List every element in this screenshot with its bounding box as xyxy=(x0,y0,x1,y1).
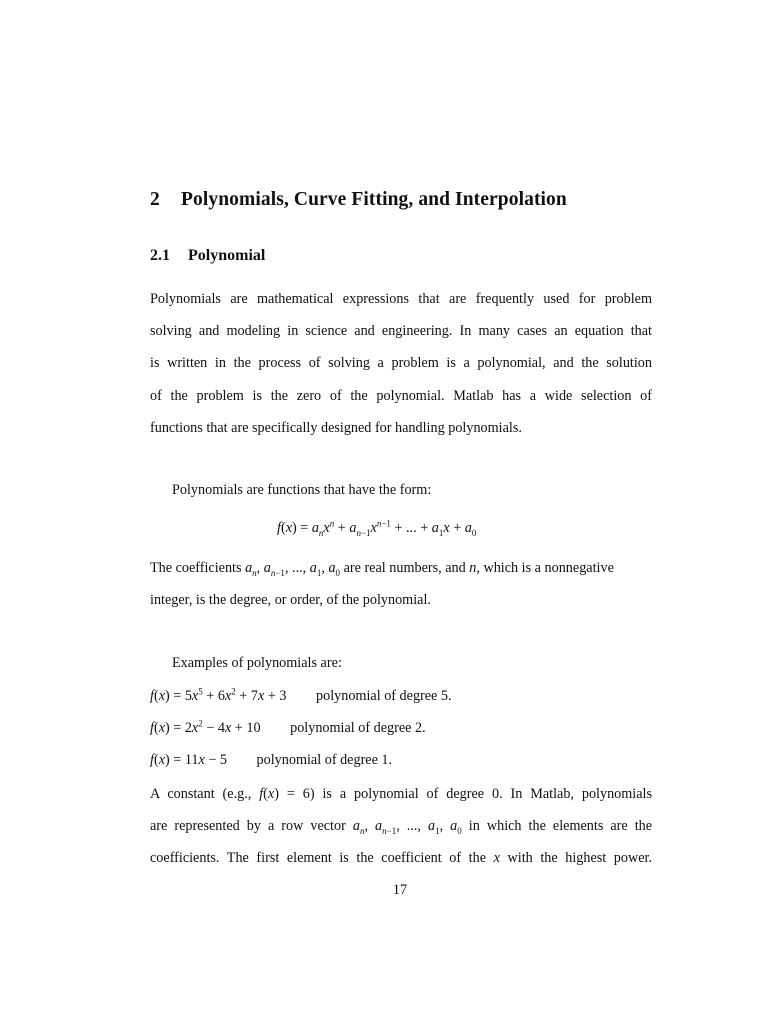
examples-intro: Examples of polynomials are: xyxy=(172,655,342,671)
constant-line-2: are represented by a row vector $a_n$, $a_{n-1}$, ..., $a_1$, $a_0$ in which the elements are the xyxy=(150,818,652,837)
example-2-label: polynomial of degree 2. xyxy=(290,720,426,736)
coefficients-line-2: integer, is the degree, or order, of the polynomial. xyxy=(150,592,431,608)
constant-paragraph xyxy=(150,778,652,875)
form-intro: Polynomials are functions that have the form: xyxy=(172,482,432,498)
constant-line-3: coefficients. The first element is the coefficient of the x with the highest power. xyxy=(150,850,652,867)
coefficients-line-1: The coefficients $a_n$, $a_{n-1}$, ..., $a_1$, $a_0$ are real numbers, and n, which is a nonnegative xyxy=(150,560,614,578)
subsection-title: Polynomial xyxy=(188,247,266,264)
example-3-label: polynomial of degree 1. xyxy=(256,752,393,768)
section-heading xyxy=(150,189,567,211)
section-title: Polynomials, Curve Fitting, and Interpolation xyxy=(181,189,567,210)
example-1-label: polynomial of degree 5. xyxy=(316,688,452,704)
subsection-number: 2.1 xyxy=(150,247,170,264)
intro-line-5: functions that are specifically designed for handling polynomials. xyxy=(150,419,522,436)
intro-line-1: Polynomials are mathematical expressions that are frequently used for problem xyxy=(150,291,652,307)
intro-line-4: of the problem is the zero of the polynomial. Matlab has a wide selection of xyxy=(150,387,652,404)
example-2: $f(x) = 2x^2 - 4x + 10$ polynomial of degree 2. xyxy=(150,718,426,736)
page-number: 17 xyxy=(392,882,408,898)
intro-line-3: is written in the process of solving a problem is a polynomial, and the solution xyxy=(150,355,652,372)
example-1: $f(x) = 5x^5 + 6x^2 + 7x + 3$ polynomial of degree 5. xyxy=(150,686,452,704)
constant-line-1: A constant (e.g., f(x) = 6) is a polynomial of degree 0. In Matlab, polynomials xyxy=(150,786,652,802)
general-form-equation: $f(x) = a_nx^n + a_{n-1}x^{n-1}$ + ... + $a_1x + a_0$ xyxy=(277,518,477,538)
section-number: 2 xyxy=(150,189,160,210)
intro-line-2: solving and modeling in science and engineering. In many cases an equation that xyxy=(150,323,652,340)
intro-paragraph xyxy=(150,283,652,444)
subsection-heading xyxy=(150,247,265,265)
example-3: f(x) = 11x − 5 polynomial of degree 1. xyxy=(150,752,393,768)
